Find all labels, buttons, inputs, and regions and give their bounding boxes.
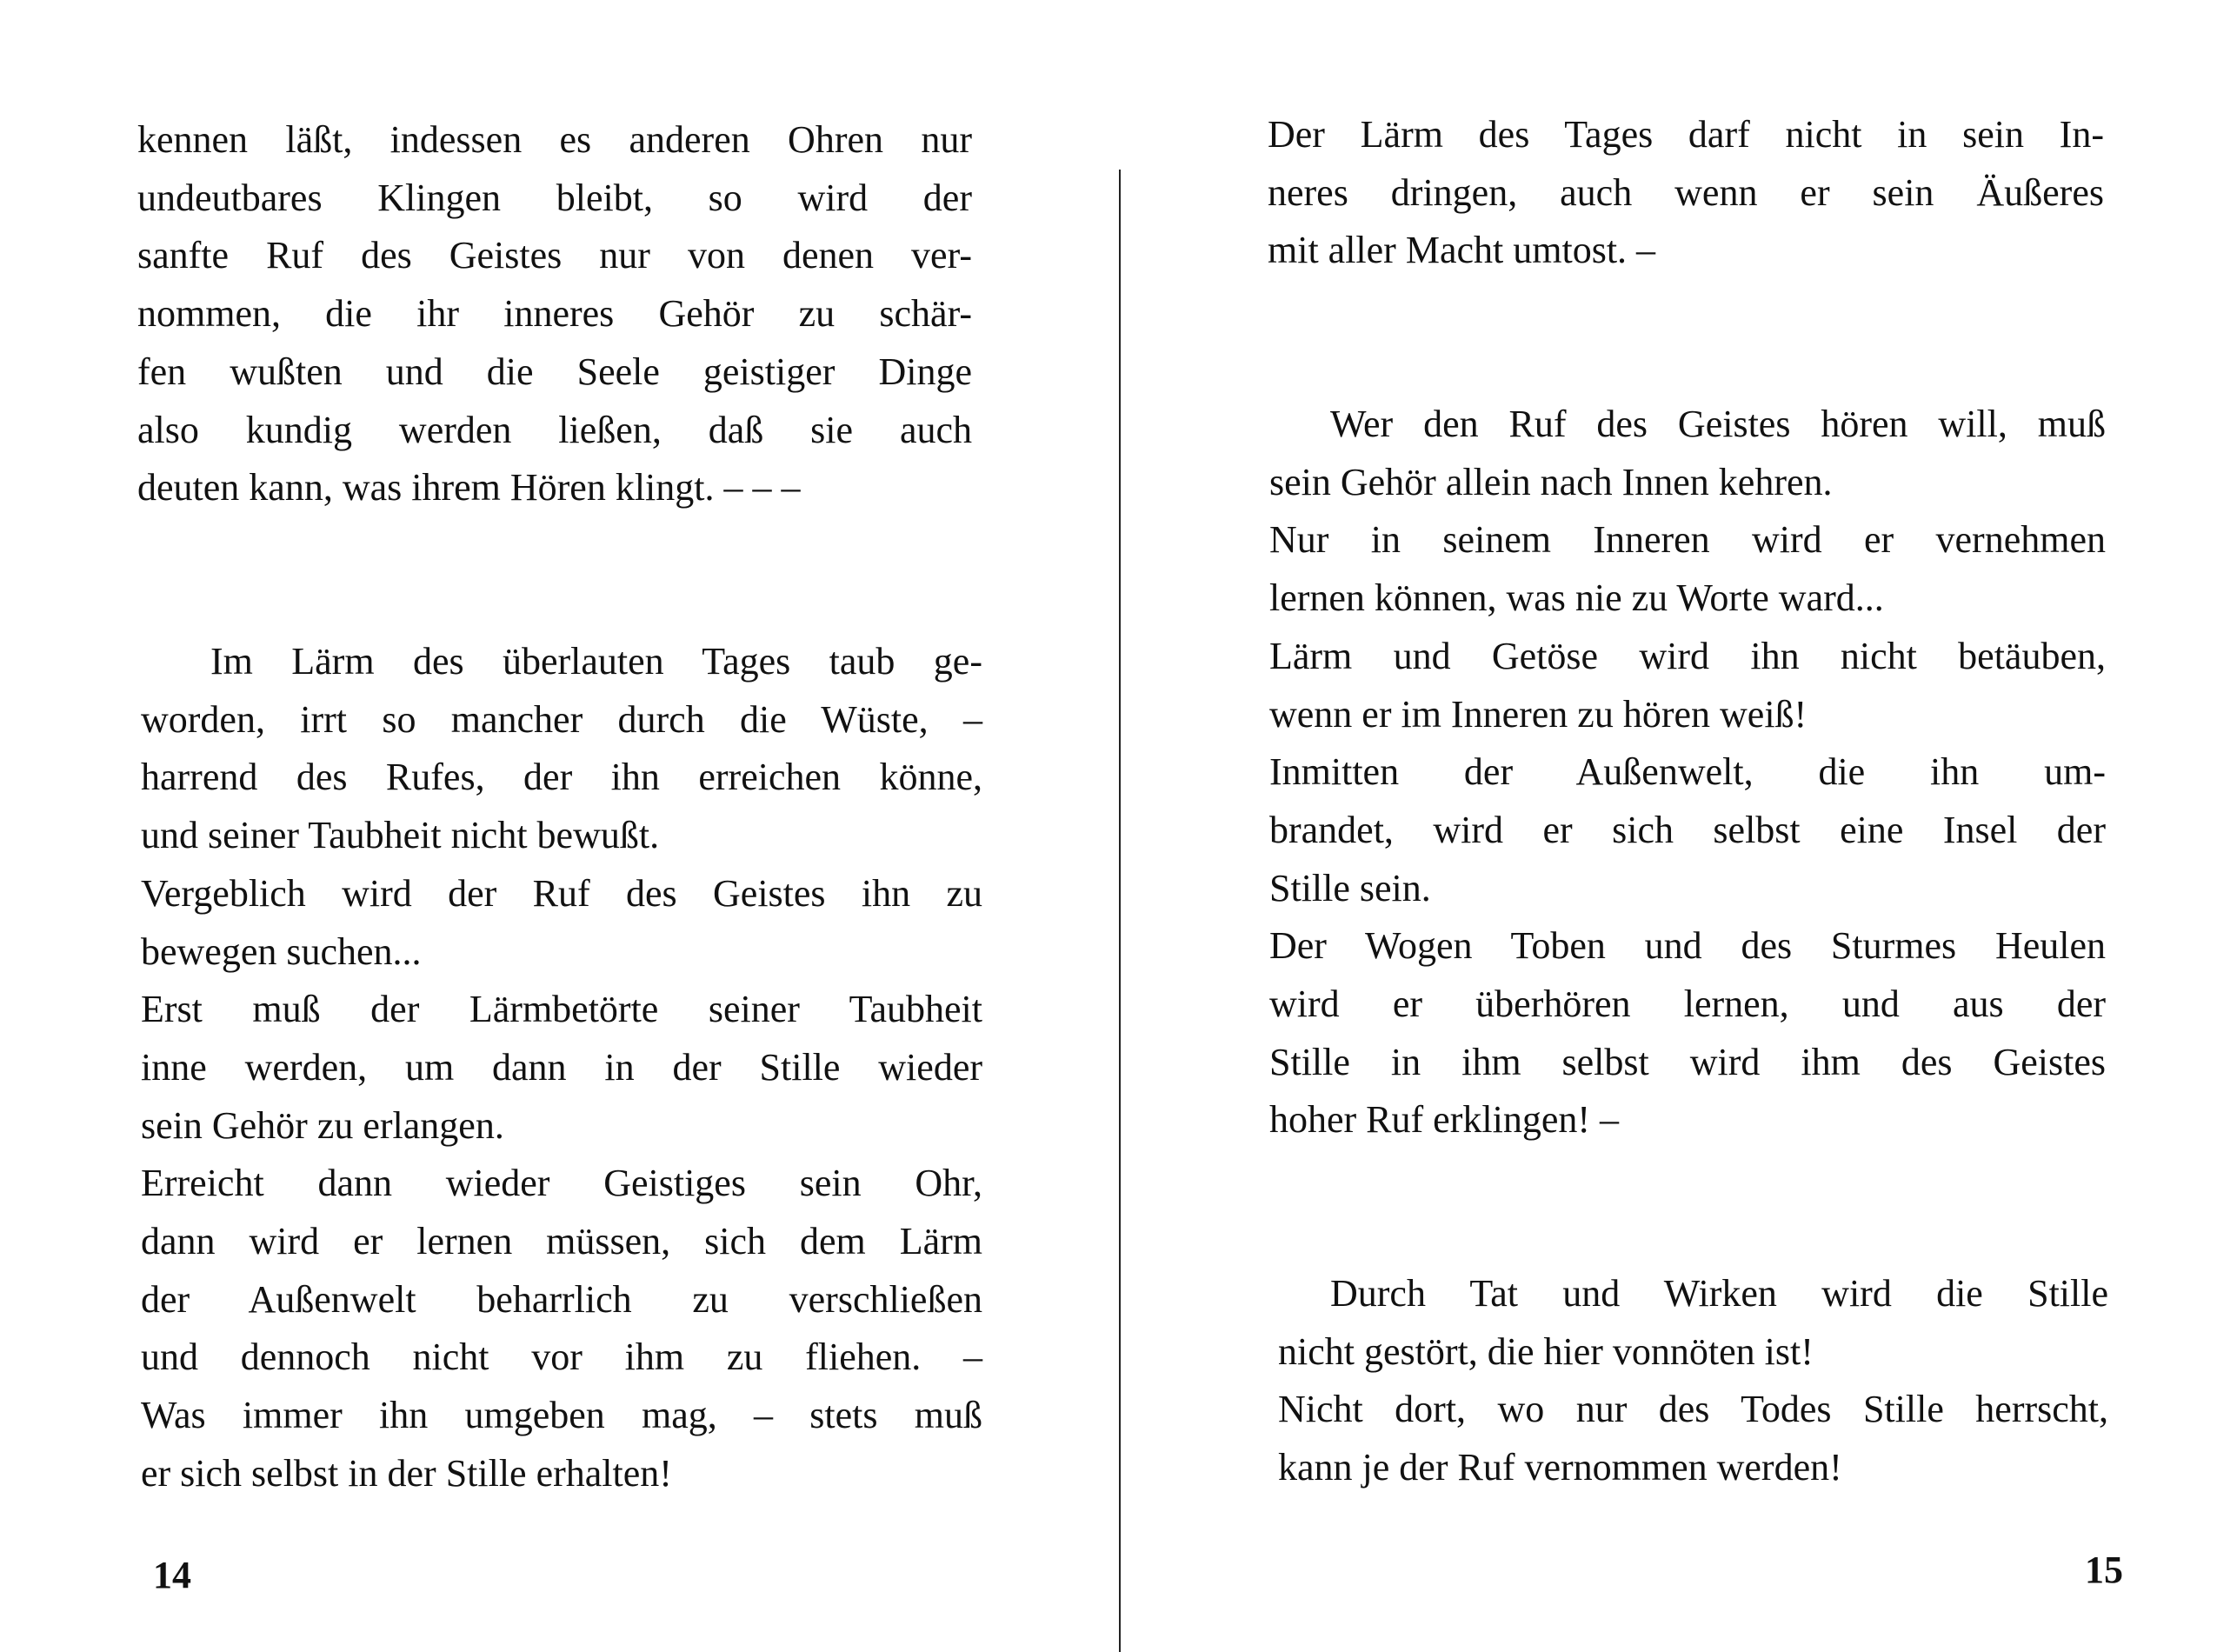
text-line: und seiner Taubheit nicht bewußt. (141, 814, 660, 857)
text-line: Der Wogen Toben und des Sturmes Heulen (1269, 924, 2106, 968)
text-line: lernen können, was nie zu Worte ward... (1269, 576, 1884, 620)
text-line: Erst muß der Lärmbetörte seiner Taubheit (141, 988, 982, 1031)
left-paragraph-2 (141, 633, 982, 1503)
text-line: Erreicht dann wieder Geistiges sein Ohr, (141, 1162, 982, 1205)
text-line: kennen läßt, indessen es anderen Ohren nur (137, 118, 972, 161)
text-line: dann wird er lernen müssen, sich dem Lärm (141, 1220, 982, 1263)
text-line: bewegen suchen... (141, 929, 422, 973)
text-line: Nur in seinem Inneren wird er vernehmen (1269, 518, 2106, 562)
text-line: Stille sein. (1269, 866, 1431, 909)
text-line: inne werden, um dann in der Stille wieder (141, 1045, 982, 1089)
right-paragraph-2 (1269, 396, 2106, 1149)
text-line: Wer den Ruf des Geistes hören will, muß (1330, 403, 2106, 445)
right-paragraph-3 (1278, 1265, 2108, 1497)
text-line: er sich selbst in der Stille erhalten! (141, 1451, 672, 1495)
text-line: Vergeblich wird der Ruf des Geistes ihn zu (141, 871, 982, 915)
text-line: und dennoch nicht vor ihm zu fliehen. – (141, 1336, 982, 1379)
text-line: nicht gestört, die hier vonnöten ist! (1278, 1329, 1814, 1373)
text-line: deuten kann, was ihrem Hören klingt. – – – (137, 466, 801, 510)
text-line: Nicht dort, wo nur des Todes Stille herrscht, (1278, 1388, 2108, 1431)
left-paragraph-1 (137, 111, 972, 517)
text-line: Inmitten der Außenwelt, die ihn um- (1269, 750, 2106, 794)
right-page (1122, 0, 2217, 1652)
text-line: sein Gehör allein nach Innen kehren. (1269, 460, 1833, 503)
text-line: Durch Tat und Wirken wird die Stille (1330, 1272, 2108, 1315)
text-line: Der Lärm des Tages darf nicht in sein In- (1268, 113, 2104, 156)
text-line: wird er überhören lernen, und aus der (1269, 983, 2106, 1026)
page-number: 14 (153, 1554, 191, 1596)
text-line: Im Lärm des überlauten Tages taub ge- (210, 640, 982, 683)
text-line: neres dringen, auch wenn er sein Äußeres (1268, 170, 2104, 214)
right-paragraph-1 (1268, 106, 2104, 280)
text-line: der Außenwelt beharrlich zu verschließen (141, 1277, 982, 1321)
text-line: Was immer ihn umgeben mag, – stets muß (141, 1394, 982, 1437)
page-number: 15 (2085, 1549, 2123, 1591)
text-line: mit aller Macht umtost. – (1268, 229, 1656, 272)
text-line: sanfte Ruf des Geistes nur von denen ver- (137, 234, 972, 277)
text-line: harrend des Rufes, der ihn erreichen könne, (141, 756, 982, 799)
spine-divider (1119, 170, 1121, 1652)
text-line: worden, irrt so mancher durch die Wüste, – (141, 697, 982, 741)
text-line: fen wußten und die Seele geistiger Dinge (137, 350, 972, 393)
text-line: also kundig werden ließen, daß sie auch (137, 408, 972, 451)
text-line: wenn er im Inneren zu hören weiß! (1269, 692, 1808, 736)
text-line: sein Gehör zu erlangen. (141, 1103, 504, 1147)
text-line: nommen, die ihr inneres Gehör zu schär- (137, 292, 972, 336)
text-line: hoher Ruf erklingen! – (1269, 1098, 1619, 1142)
text-line: kann je der Ruf vernommen werden! (1278, 1446, 1842, 1489)
text-line: brandet, wird er sich selbst eine Insel der (1269, 808, 2106, 851)
text-line: Stille in ihm selbst wird ihm des Geistes (1269, 1040, 2106, 1083)
text-line: Lärm und Getöse wird ihn nicht betäuben, (1269, 634, 2106, 677)
text-line: undeutbares Klingen bleibt, so wird der (137, 176, 972, 219)
